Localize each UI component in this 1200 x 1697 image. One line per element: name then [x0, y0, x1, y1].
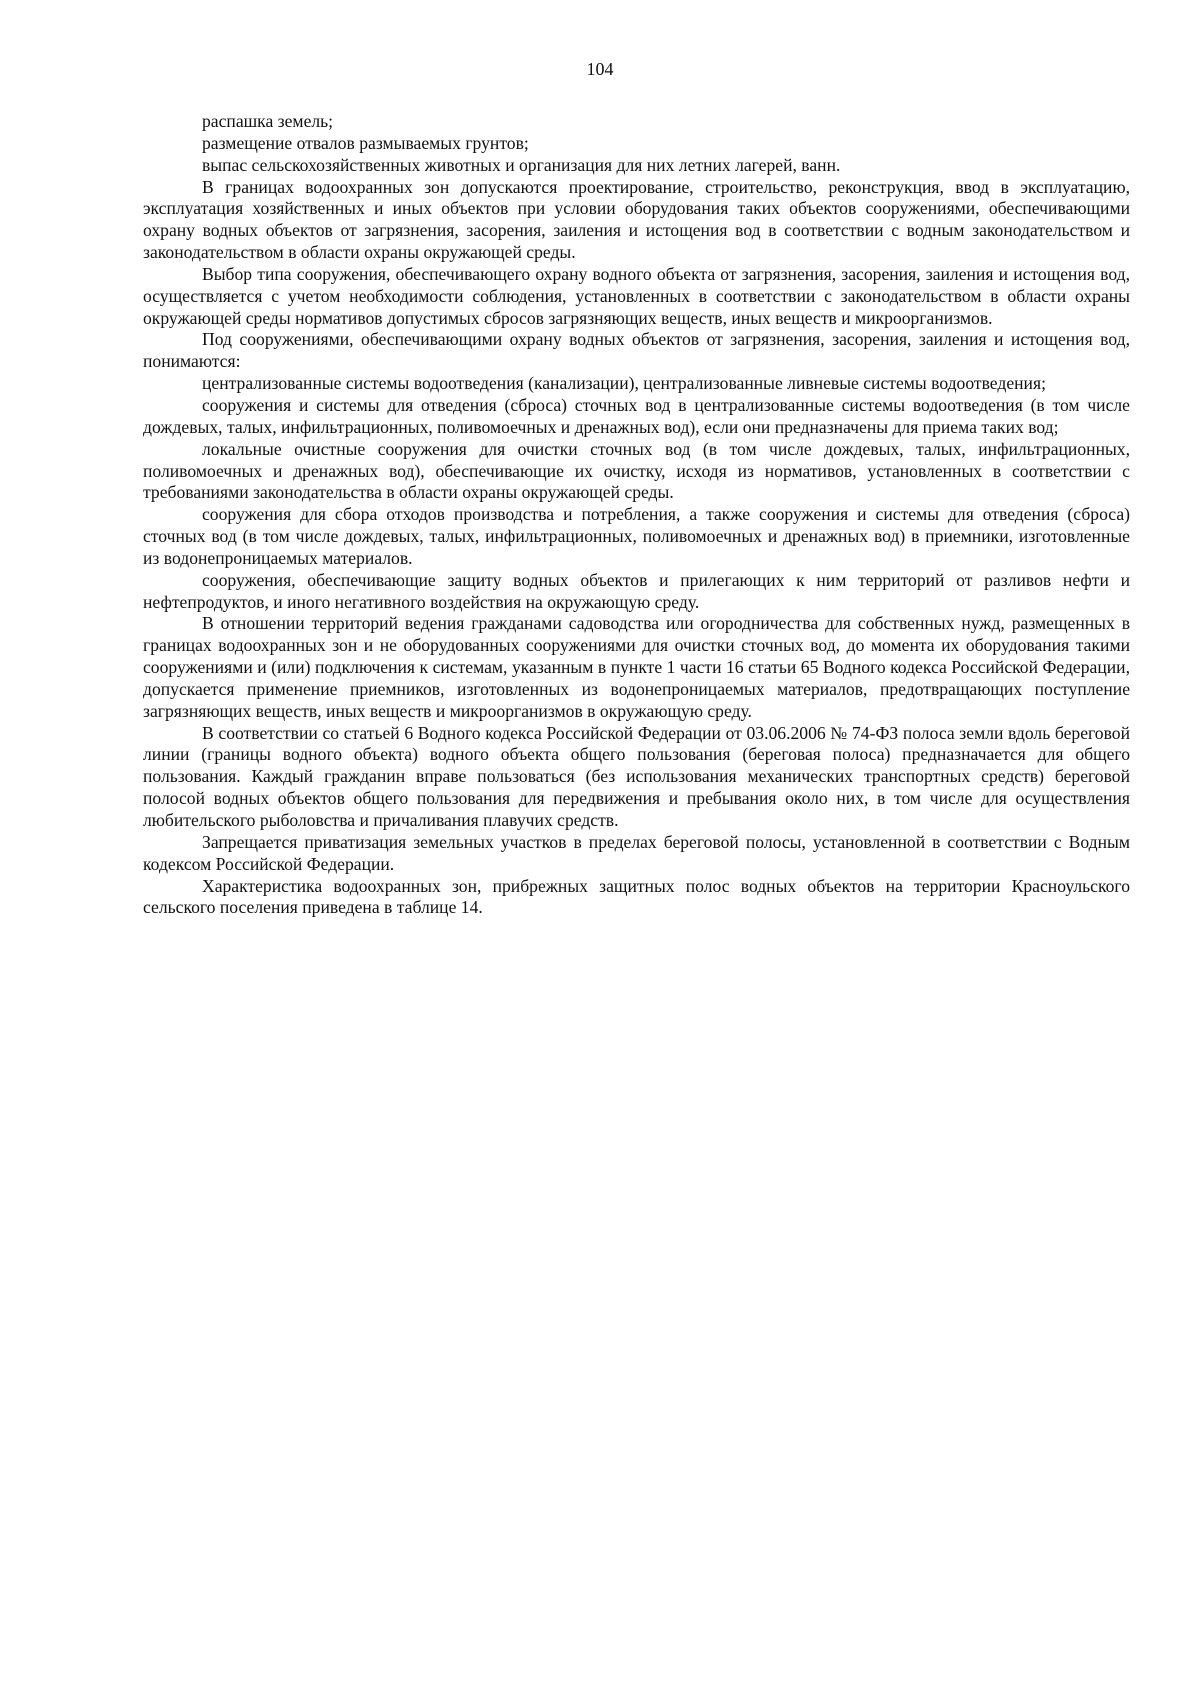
paragraph-1: распашка земель;: [202, 111, 334, 131]
paragraph-5: Выбор типа сооружения, обеспечивающего охрану водного объекта от загрязнения, засорения, заиления и истощения вод, осуществляется с учетом необходимости соблюдения, установленных в соответствии с законодательством в области охраны окружающей среды нормативов допустимых сбросов загрязняющих веществ, иных веществ и микроорганизмов.: [143, 263, 1130, 328]
paragraph-14: Запрещается приватизация земельных участков в пределах береговой полосы, установленной в соответствии с Водным кодексом Российской Федерации.: [143, 831, 1130, 874]
paragraph-15: Характеристика водоохранных зон, прибрежных защитных полос водных объектов на территории Красноульского сельского поселения приведена в таблице 14.: [143, 875, 1130, 918]
paragraph-7: централизованные системы водоотведения (канализации), централизованные ливневые системы водоотведения;: [202, 373, 1046, 394]
page-number: 104: [586, 59, 614, 79]
paragraph-6: Под сооружениями, обеспечивающими охрану водных объектов от загрязнения, засорения, заиления и истощения вод, понимаются:: [143, 329, 1130, 372]
paragraph-10: сооружения для сбора отходов производства и потребления, а также сооружения и системы для отведения (сброса) сточных вод (в том числе дождевых, талых, инфильтрационных, поливомоечных и дренажных вод) в приемники, изготовленные из водонепроницаемых материалов.: [143, 504, 1130, 568]
paragraph-12: В отношении территорий ведения гражданами садоводства или огородничества для собственных нужд, размещенных в границах водоохранных зон и не оборудованных сооружениями для очистки сточных вод, до момента их оборудования такими сооружениями и (или) подключения к системам, указанным в пункте 1 части 16 статьи 65 Водного кодекса Российской Федерации, допускается применение приемников, изготовленных из водонепроницаемых материалов, предотвращающих поступление загрязняющих веществ, иных веществ и микроорганизмов в окружающую среду.: [143, 613, 1130, 721]
paragraph-2: размещение отвалов размываемых грунтов;: [202, 132, 529, 153]
paragraph-4: В границах водоохранных зон допускаются проектирование, строительство, реконструкция, ввод в эксплуатацию, эксплуатация хозяйственных и иных объектов при условии оборудования таких объектов сооружениями, обеспечивающими охрану водных объектов от загрязнения, засорения, заиления и истощения вод в соответствии с водным законодательством и законодательством в области охраны окружающей среды.: [143, 176, 1130, 263]
paragraph-3: выпас сельскохозяйственных животных и организация для них летних лагерей, ванн.: [202, 154, 841, 175]
paragraph-13: В соответствии со статьей 6 Водного кодекса Российской Федерации от 03.06.2006 № 74-ФЗ полоса земли вдоль береговой линии (границы водного объекта) водного объекта общего пользования (береговая полоса) предназначается для общего пользования. Каждый гражданин вправе пользоваться (без использования механических транспортных средств) береговой полосой водных объектов общего пользования для передвижения и пребывания около них, в том числе для осуществления любительского рыболовства и причаливания плавучих средств.: [143, 722, 1130, 830]
paragraph-11: сооружения, обеспечивающие защиту водных объектов и прилегающих к ним территорий от разливов нефти и нефтепродуктов, и иного негативного воздействия на окружающую среду.: [143, 569, 1130, 612]
paragraph-8: сооружения и системы для отведения (сброса) сточных вод в централизованные системы водоотведения (в том числе дождевых, талых, инфильтрационных, поливомоечных и дренажных вод), если они предназначены для приема таких вод;: [143, 394, 1130, 437]
paragraph-9: локальные очистные сооружения для очистки сточных вод (в том числе дождевых, талых, инфильтрационных, поливомоечных и дренажных вод), обеспечивающие их очистку, исходя из нормативов, установленных в соответствии с требованиями законодательства в области охраны окружающей среды.: [143, 438, 1130, 503]
body-text: [143, 111, 1130, 919]
